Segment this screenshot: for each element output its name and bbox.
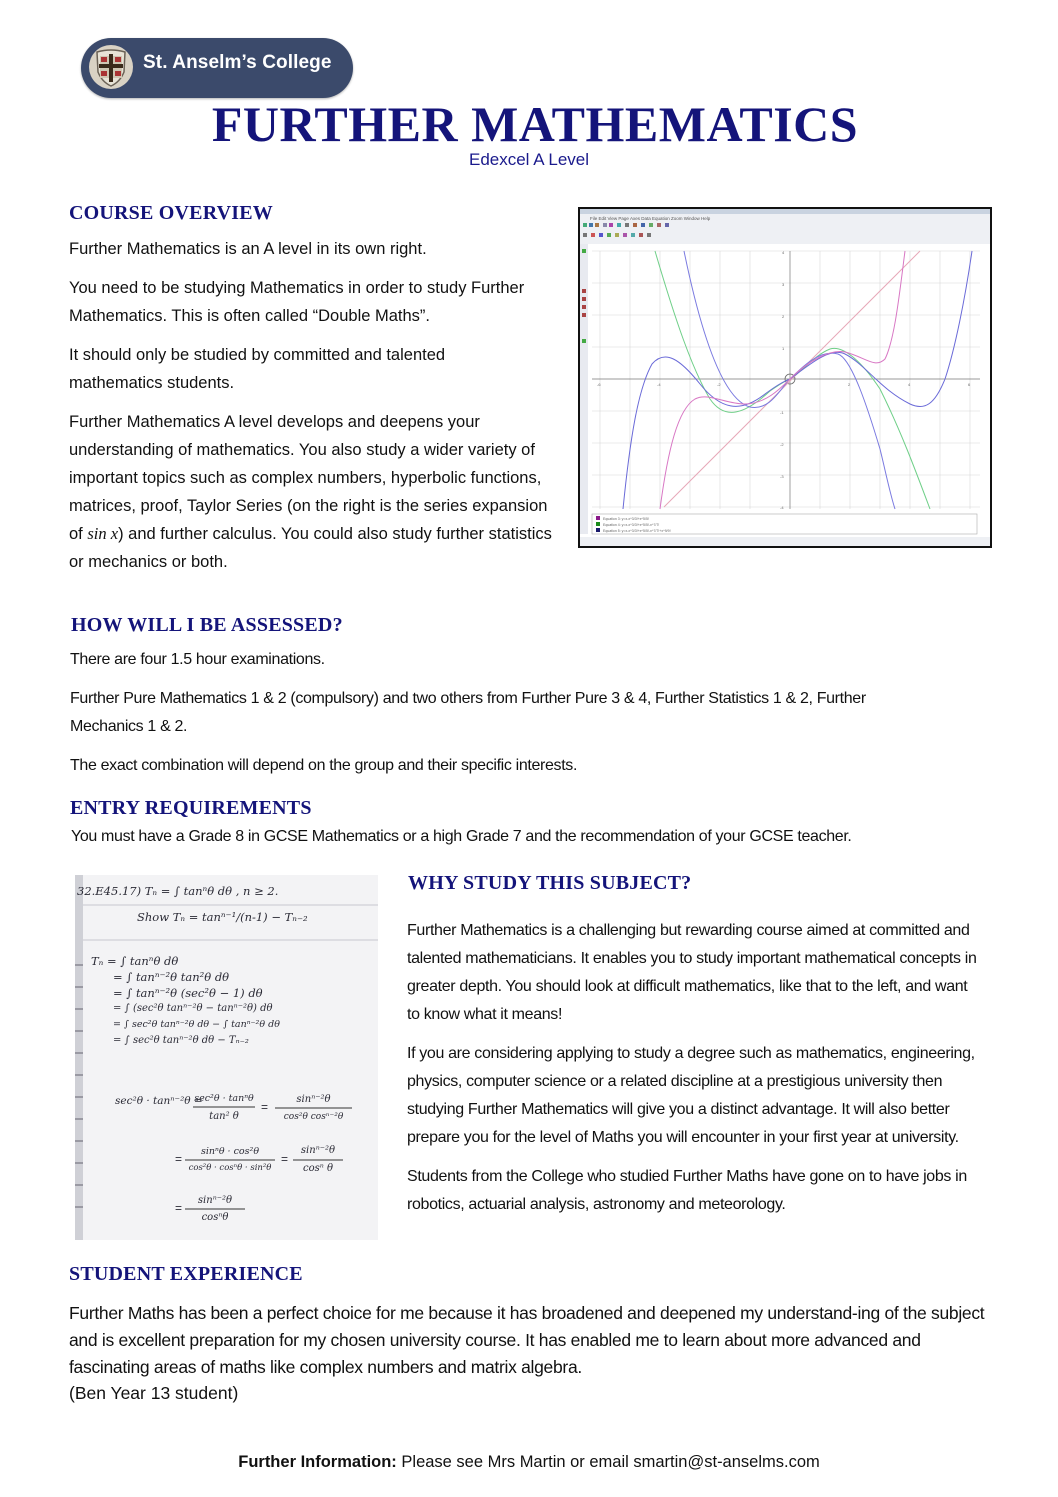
handwritten-line: Tₙ = ∫ tanⁿθ dθ bbox=[91, 954, 179, 968]
handwritten-frac: cosⁿ θ bbox=[302, 1163, 333, 1174]
handwritten-line: = ∫ (sec²θ tanⁿ⁻²θ − tanⁿ⁻²θ) dθ bbox=[113, 1003, 273, 1014]
why-study-section bbox=[407, 917, 992, 1219]
assessment-paragraph: The exact combination will depend on the group and their specific interests. bbox=[70, 757, 578, 774]
student-attribution: (Ben Year 13 student) bbox=[69, 1383, 239, 1403]
handwritten-eq: = bbox=[175, 1201, 183, 1215]
svg-text:-3: -3 bbox=[780, 474, 784, 479]
handwritten-frac: cosⁿθ bbox=[201, 1212, 229, 1223]
svg-text:3: 3 bbox=[782, 282, 785, 287]
legend-entry-4: Equation 4: y=x-x^3/3!+x^5/5!-x^7/7! bbox=[603, 523, 660, 527]
overview-paragraph: Further Mathematics is an A level in its own right. bbox=[69, 240, 427, 258]
handwritten-line: = ∫ sec²θ tanⁿ⁻²θ dθ − ∫ tanⁿ⁻²θ dθ bbox=[113, 1019, 280, 1030]
school-crest-icon bbox=[86, 42, 136, 92]
student-experience-section bbox=[69, 1300, 989, 1405]
svg-text:2: 2 bbox=[848, 382, 851, 387]
page-title: FURTHER MATHEMATICS bbox=[211, 96, 859, 152]
assessment-paragraph: There are four 1.5 hour examinations. bbox=[70, 651, 325, 668]
why-study-paragraph: If you are considering applying to study a degree such as mathematics, engineering, physics, computer science or a related discipline at a prestigious university then studying Further Mathematics will give you a distinct advantage. It will also better prepare you for the level of Maths you will encounter in your first year at university. bbox=[407, 1045, 975, 1146]
handwritten-line: = ∫ tanⁿ⁻²θ (sec²θ − 1) dθ bbox=[113, 986, 263, 1000]
student-quote: Further Maths has been a perfect choice for me because it has broadened and deepened my understand-ing of the subject and is excellent preparation for my chosen university course. It has enabled me to learn about more advanced and fascinating areas of maths like complex numbers and matrix algebra. bbox=[69, 1303, 985, 1377]
svg-text:-4: -4 bbox=[780, 505, 784, 510]
legend-entry-3: Equation 3: y=x-x^3/3!+x^5/5! bbox=[603, 517, 649, 521]
further-information bbox=[0, 1453, 1058, 1472]
handwritten-line: Show Tₙ = tanⁿ⁻¹/(n-1) − Tₙ₋₂ bbox=[137, 910, 308, 924]
svg-text:-2: -2 bbox=[780, 442, 784, 447]
handwritten-frac: cos²θ · cosⁿθ · sin²θ bbox=[188, 1163, 272, 1173]
handwritten-frac: sinⁿ⁻²θ bbox=[300, 1145, 336, 1156]
taylor-series-graph-image bbox=[578, 207, 992, 548]
handwritten-maths-image bbox=[75, 875, 378, 1240]
svg-text:4: 4 bbox=[782, 250, 785, 255]
svg-text:-4: -4 bbox=[657, 382, 661, 387]
entry-text: You must have a Grade 8 in GCSE Mathematics or a high Grade 7 and the recommendation of your GCSE teacher. bbox=[71, 828, 852, 845]
handwritten-frac: tan² θ bbox=[209, 1111, 239, 1122]
overview-paragraph: It should only be studied by committed and talented mathematics students. bbox=[69, 346, 446, 392]
handwritten-lhs: sec²θ · tanⁿ⁻²θ = bbox=[115, 1095, 203, 1107]
handwritten-eq: = bbox=[261, 1100, 269, 1114]
handwritten-frac: cos²θ cosⁿ⁻²θ bbox=[283, 1112, 344, 1122]
entry-heading: ENTRY REQUIREMENTS bbox=[70, 797, 312, 819]
course-overview-heading: COURSE OVERVIEW bbox=[69, 202, 273, 224]
overview-text: Further Mathematics A level develops and deepens your understanding of mathematics. You also study a wider variety of important topics such as complex numbers, hyperbolic functions, matrices, proof, Taylor Series (on the right is the series expansion of bbox=[69, 413, 548, 543]
handwritten-eq: = bbox=[175, 1152, 183, 1166]
handwritten-frac: sec²θ · tanⁿθ bbox=[194, 1093, 254, 1104]
handwritten-line: = ∫ sec²θ tanⁿ⁻²θ dθ − Tₙ₋₂ bbox=[113, 1035, 249, 1046]
assessment-heading: HOW WILL I BE ASSESSED? bbox=[71, 614, 343, 636]
why-study-paragraph: Further Mathematics is a challenging but rewarding course aimed at committed and talented mathematicians. It enables you to study important mathematical concepts in greater depth. You should look at difficult mathematics, like that to the left, and want to know what it means! bbox=[407, 922, 977, 1023]
page-subtitle: Edexcel A Level bbox=[468, 150, 590, 169]
overview-paragraph-taylor bbox=[69, 408, 564, 576]
why-study-paragraph: Students from the College who studied Further Maths have gone on to have jobs in robotics, actuarial analysis, astronomy and meteorology. bbox=[407, 1168, 967, 1213]
math-sin-x: sin x bbox=[87, 524, 119, 543]
handwritten-frac: sinⁿ⁻²θ bbox=[296, 1094, 331, 1105]
assessment-paragraph: Further Pure Mathematics 1 & 2 (compulsory) and two others from Further Pure 3 & 4, Further Statistics 1 & 2, Further Mechanics 1 & 2. bbox=[70, 690, 866, 735]
overview-paragraph: You need to be studying Mathematics in order to study Further Mathematics. This is often called “Double Maths”. bbox=[69, 279, 525, 325]
legend-entry-5: Equation 5: y=x-x^3/3!+x^5/5!-x^7/7!+x^9/9! bbox=[603, 529, 671, 533]
svg-text:1: 1 bbox=[782, 346, 785, 351]
svg-text:-2: -2 bbox=[717, 382, 721, 387]
further-info-label: Further Information: bbox=[238, 1453, 397, 1471]
svg-text:4: 4 bbox=[908, 382, 911, 387]
svg-text:-6: -6 bbox=[597, 382, 601, 387]
why-study-heading: WHY STUDY THIS SUBJECT? bbox=[408, 872, 692, 894]
student-experience-heading: STUDENT EXPERIENCE bbox=[69, 1263, 303, 1285]
svg-text:File Edit View Page Axes: File Edit View Page Axes Data Equation Zoom Window Help bbox=[590, 216, 711, 221]
overview-text: ) and further calculus. You could also study further statistics or mechanics or both. bbox=[69, 525, 552, 571]
handwritten-line: = ∫ tanⁿ⁻²θ tan²θ dθ bbox=[113, 970, 230, 984]
assessment-section bbox=[70, 646, 920, 780]
svg-text:6: 6 bbox=[968, 382, 971, 387]
svg-text:2: 2 bbox=[782, 314, 785, 319]
course-overview-section bbox=[69, 235, 579, 576]
svg-text:-1: -1 bbox=[780, 410, 784, 415]
handwritten-eq: = bbox=[281, 1152, 289, 1166]
handwritten-line: 32.E45.17) Tₙ = ∫ tanⁿθ dθ , n ≥ 2. bbox=[77, 884, 279, 898]
graph-screenshot bbox=[580, 209, 990, 546]
school-name: St. Anselm’s College bbox=[143, 52, 332, 73]
further-info-text: Please see Mrs Martin or email smartin@st-anselms.com bbox=[396, 1453, 820, 1471]
handwritten-frac: sinⁿ⁻²θ bbox=[197, 1195, 233, 1206]
handwritten-frac: sinⁿθ · cos²θ bbox=[200, 1146, 260, 1157]
